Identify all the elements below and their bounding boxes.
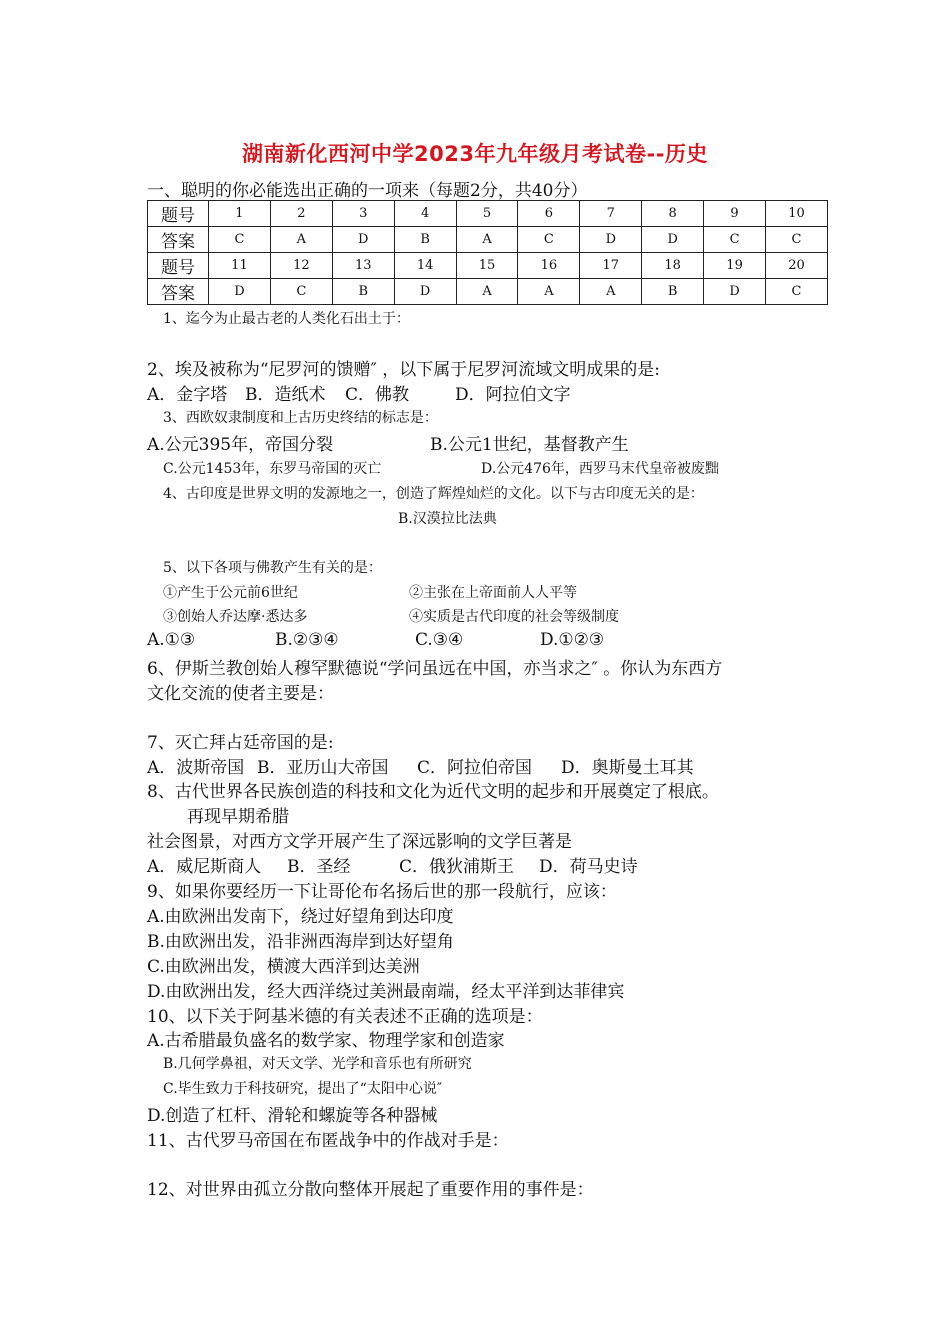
answer-cell: B <box>332 279 394 305</box>
question-number-cell: 12 <box>270 253 332 279</box>
answer-cell: D <box>209 279 271 305</box>
option-c: C.公元1453年，东罗马帝国的灭亡 <box>163 461 382 477</box>
question-8-line-3: 社会图景，对西方文学开展产生了深远影响的文学巨著是 <box>147 832 572 852</box>
answer-cell: C <box>766 227 828 253</box>
question-3: 3、西欧奴隶制度和上古历史终结的标志是： <box>163 410 438 426</box>
answer-cell: A <box>580 279 642 305</box>
answer-cell: C <box>766 279 828 305</box>
option-b: B．亚历山大帝国 <box>257 758 389 778</box>
answer-cell: B <box>394 227 456 253</box>
option-b: B.②③④ <box>275 630 339 650</box>
answer-cell: A <box>456 227 518 253</box>
question-8-line-1: 8、古代世界各民族创造的科技和文化为近代文明的起步和开展奠定了根底。 <box>147 782 719 802</box>
option-b: B．圣经 <box>287 857 351 877</box>
table-row-answers-2 <box>148 279 828 305</box>
option-d: D.公元476年，西罗马末代皇帝被废黜 <box>481 461 719 477</box>
answer-cell: D <box>394 279 456 305</box>
question-8-line-2: 再现早期希腊 <box>187 807 289 827</box>
exam-title: 湖南新化西河中学2023年九年级月考试卷--历史 <box>242 142 708 166</box>
question-number-cell: 18 <box>642 253 704 279</box>
option-d: D．阿拉伯文字 <box>455 385 571 405</box>
question-number-cell: 11 <box>209 253 271 279</box>
question-number-cell: 19 <box>704 253 766 279</box>
question-10: 10、以下关于阿基米德的有关表述不正确的选项是： <box>147 1007 543 1027</box>
question-9-option-d: D.由欧洲出发，经大西洋绕过美洲最南端，经太平洋到达菲律宾 <box>147 982 625 1002</box>
question-4-option-b: B.汉漠拉比法典 <box>398 511 497 527</box>
question-number-cell: 2 <box>270 201 332 227</box>
question-number-cell: 15 <box>456 253 518 279</box>
question-number-cell: 3 <box>332 201 394 227</box>
question-number-cell: 4 <box>394 201 456 227</box>
option-a: A．威尼斯商人 <box>147 857 262 877</box>
question-9-option-b: B.由欧洲出发，沿非洲西海岸到达好望角 <box>147 932 454 952</box>
question-10-option-d: D.创造了杠杆、滑轮和螺旋等各种器械 <box>147 1106 438 1126</box>
option-d: D．荷马史诗 <box>539 857 638 877</box>
question-number-cell: 1 <box>209 201 271 227</box>
statement-1: ①产生于公元前6世纪 <box>163 585 298 601</box>
answer-cell: C <box>209 227 271 253</box>
option-a: A.公元395年，帝国分裂 <box>147 435 334 455</box>
question-2: 2、埃及被称为“尼罗河的馈赠″ ，以下属于尼罗河流域文明成果的是: <box>147 360 660 380</box>
row-label: 题号 <box>148 201 209 227</box>
question-number-cell: 20 <box>766 253 828 279</box>
question-7-options <box>147 753 694 778</box>
question-12: 12、对世界由孤立分散向整体开展起了重要作用的事件是： <box>147 1180 594 1200</box>
question-4: 4、古印度是世界文明的发源地之一，创造了辉煌灿烂的文化。以下与古印度无关的是： <box>163 486 704 502</box>
option-d: D.①②③ <box>540 630 605 650</box>
option-a: A．波斯帝国 <box>147 758 245 778</box>
question-number-cell: 14 <box>394 253 456 279</box>
answer-cell: C <box>704 227 766 253</box>
answer-cell: B <box>642 279 704 305</box>
option-a: A．金字塔 <box>147 385 228 405</box>
statement-2: ②主张在上帝面前人人平等 <box>409 585 577 601</box>
question-7: 7、灭亡拜占廷帝国的是: <box>147 733 334 753</box>
option-c: C.③④ <box>415 630 464 650</box>
question-number-cell: 10 <box>766 201 828 227</box>
option-a: A.①③ <box>147 630 196 650</box>
question-number-cell: 9 <box>704 201 766 227</box>
answer-cell: A <box>270 227 332 253</box>
question-11: 11、古代罗马帝国在布匿战争中的作战对手是： <box>147 1131 509 1151</box>
row-label: 答案 <box>148 279 209 305</box>
row-label: 答案 <box>148 227 209 253</box>
question-1: 1、迄今为止最古老的人类化石出土于： <box>163 311 410 327</box>
question-6-line-1: 6、伊斯兰教创始人穆罕默德说“学问虽远在中国，亦当求之″ 。你认为东西方 <box>147 659 723 679</box>
question-9: 9、如果你要经历一下让哥伦布名扬后世的那一段航行，应该： <box>147 882 617 902</box>
question-3-options-cd <box>163 458 719 478</box>
question-number-cell: 5 <box>456 201 518 227</box>
question-9-option-a: A.由欧洲出发南下，绕过好望角到达印度 <box>147 907 454 927</box>
question-5-options <box>147 630 604 650</box>
answer-cell: A <box>456 279 518 305</box>
question-number-cell: 6 <box>518 201 580 227</box>
question-10-option-a: A.古希腊最负盛名的数学家、物理学家和创造家 <box>147 1031 505 1051</box>
table-row-numbers-2 <box>148 253 828 279</box>
option-c: C．俄狄浦斯王 <box>399 857 515 877</box>
answer-cell: C <box>518 227 580 253</box>
question-number-cell: 17 <box>580 253 642 279</box>
answer-cell: A <box>518 279 580 305</box>
option-b: B.公元1世纪，基督教产生 <box>430 435 629 455</box>
table-row-numbers-1 <box>148 201 828 227</box>
question-8-options <box>147 852 638 877</box>
statement-4: ④实质是古代印度的社会等级制度 <box>409 609 619 625</box>
question-number-cell: 7 <box>580 201 642 227</box>
answer-cell: D <box>704 279 766 305</box>
option-d: D．奥斯曼土耳其 <box>561 758 694 778</box>
question-10-option-b: B.几何学鼻祖，对天文学、光学和音乐也有所研究 <box>163 1056 472 1072</box>
answer-cell: D <box>642 227 704 253</box>
row-label: 题号 <box>148 253 209 279</box>
statement-3: ③创始人乔达摩·悉达多 <box>163 609 308 625</box>
section-heading: 一、聪明的你必能选出正确的一项来（每题2分，共40分） <box>147 181 588 201</box>
option-b: B．造纸术 <box>245 385 326 405</box>
answer-table <box>147 200 828 305</box>
question-2-options <box>147 380 571 405</box>
question-10-option-c: C.毕生致力于科技研究，提出了“太阳中心说″ <box>163 1081 443 1097</box>
answer-cell: D <box>332 227 394 253</box>
answer-cell: C <box>270 279 332 305</box>
table-row-answers-1 <box>148 227 828 253</box>
question-number-cell: 8 <box>642 201 704 227</box>
question-3-options-ab <box>147 430 629 455</box>
option-c: C．阿拉伯帝国 <box>417 758 533 778</box>
question-6-line-2: 文化交流的使者主要是： <box>147 684 334 704</box>
option-c: C．佛教 <box>345 385 410 405</box>
question-9-option-c: C.由欧洲出发，横渡大西洋到达美洲 <box>147 957 420 977</box>
question-5: 5、以下各项与佛教产生有关的是： <box>163 560 382 576</box>
question-number-cell: 16 <box>518 253 580 279</box>
answer-cell: D <box>580 227 642 253</box>
question-5-statements-34 <box>163 606 619 626</box>
question-number-cell: 13 <box>332 253 394 279</box>
question-5-statements-12 <box>163 582 577 602</box>
